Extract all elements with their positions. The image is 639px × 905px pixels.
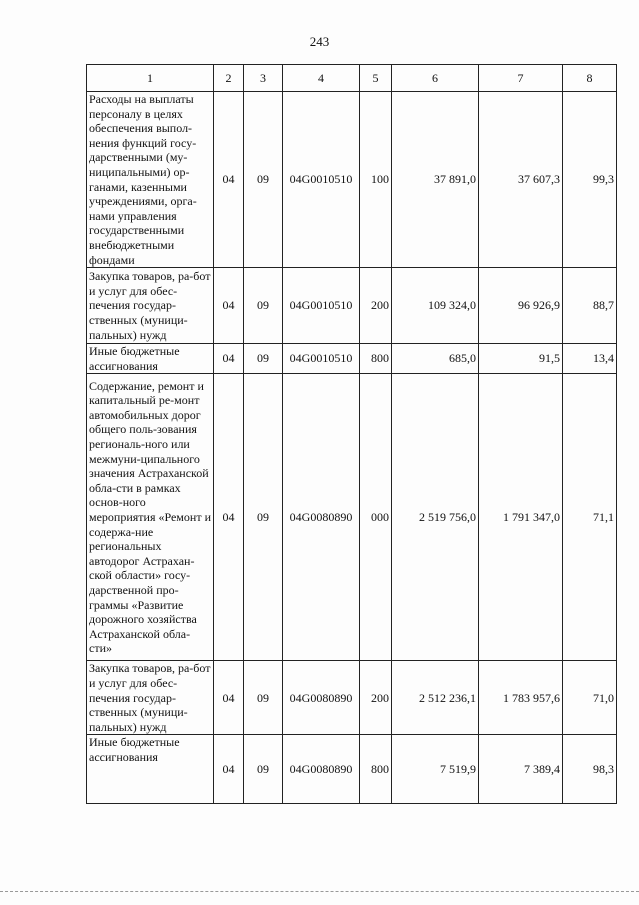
section-code: 04 xyxy=(214,735,244,804)
expense-type-code: 000 xyxy=(360,374,392,661)
header-row xyxy=(87,65,617,92)
page-number: 243 xyxy=(309,34,330,49)
executed-amount: 1 783 957,6 xyxy=(479,661,563,735)
executed-amount: 37 607,3 xyxy=(479,92,563,268)
row-name: Расходы на выплаты персоналу в целях обеспечения выпол-нения функций госу-дарственными (му-ниципальными) ор-ганами, казенными учреждениями, орга-нами управления государственными внебюджетными фондами xyxy=(87,92,214,268)
row-name: Иные бюджетные ассигнования xyxy=(87,344,214,374)
executed-amount: 7 389,4 xyxy=(479,735,563,804)
target-article-code: 04G0080890 xyxy=(283,374,360,661)
target-article-code: 04G0080890 xyxy=(283,661,360,735)
section-code: 04 xyxy=(214,661,244,735)
row-name: Закупка товаров, ра-бот и услуг для обес-печения государ-ственных (муници-пальных) нужд xyxy=(87,268,214,344)
subsection-code: 09 xyxy=(244,92,283,268)
section-code: 04 xyxy=(214,92,244,268)
target-article-code: 04G0010510 xyxy=(283,92,360,268)
table-row xyxy=(87,344,617,374)
expense-type-code: 800 xyxy=(360,344,392,374)
header-cell-6: 6 xyxy=(392,65,479,92)
execution-percent: 71,0 xyxy=(563,661,617,735)
executed-amount: 96 926,9 xyxy=(479,268,563,344)
section-code: 04 xyxy=(214,344,244,374)
target-article-code: 04G0010510 xyxy=(283,344,360,374)
expense-type-code: 800 xyxy=(360,735,392,804)
subsection-code: 09 xyxy=(244,735,283,804)
planned-amount: 2 512 236,1 xyxy=(392,661,479,735)
header-cell-8: 8 xyxy=(563,65,617,92)
subsection-code: 09 xyxy=(244,268,283,344)
planned-amount: 7 519,9 xyxy=(392,735,479,804)
row-name: Закупка товаров, ра-бот и услуг для обес-печения государ-ственных (муници-пальных) нужд xyxy=(87,661,214,735)
expense-type-code: 100 xyxy=(360,92,392,268)
header-cell-3: 3 xyxy=(244,65,283,92)
table-row xyxy=(87,268,617,344)
section-code: 04 xyxy=(214,374,244,661)
row-name: Содержание, ремонт и капитальный ре-монт автомобильных дорог общего поль-зования региональ-ного или межмуни-ципального значения Астраханской обла-сти в рамках основ-ного мероприятия «Ремонт и содержа-ние региональных автодорог Астрахан-ской области» госу-дарственной про-граммы «Развитие дорожного хозяйства Астраханской обла-сти» xyxy=(87,374,214,661)
header-cell-7: 7 xyxy=(479,65,563,92)
row-name: Иные бюджетные ассигнования xyxy=(87,735,214,804)
planned-amount: 2 519 756,0 xyxy=(392,374,479,661)
target-article-code: 04G0010510 xyxy=(283,268,360,344)
execution-percent: 88,7 xyxy=(563,268,617,344)
executed-amount: 1 791 347,0 xyxy=(479,374,563,661)
planned-amount: 685,0 xyxy=(392,344,479,374)
execution-percent: 13,4 xyxy=(563,344,617,374)
header-cell-2: 2 xyxy=(214,65,244,92)
table-row xyxy=(87,735,617,804)
execution-percent: 71,1 xyxy=(563,374,617,661)
table-row xyxy=(87,374,617,661)
expense-type-code: 200 xyxy=(360,268,392,344)
header-cell-1: 1 xyxy=(87,65,214,92)
execution-percent: 99,3 xyxy=(563,92,617,268)
budget-table xyxy=(86,64,617,804)
header-cell-5: 5 xyxy=(360,65,392,92)
expense-type-code: 200 xyxy=(360,661,392,735)
planned-amount: 109 324,0 xyxy=(392,268,479,344)
subsection-code: 09 xyxy=(244,344,283,374)
table-row xyxy=(87,92,617,268)
header-cell-4: 4 xyxy=(283,65,360,92)
planned-amount: 37 891,0 xyxy=(392,92,479,268)
section-code: 04 xyxy=(214,268,244,344)
scan-edge-divider xyxy=(0,891,639,892)
execution-percent: 98,3 xyxy=(563,735,617,804)
executed-amount: 91,5 xyxy=(479,344,563,374)
subsection-code: 09 xyxy=(244,374,283,661)
target-article-code: 04G0080890 xyxy=(283,735,360,804)
table-row xyxy=(87,661,617,735)
subsection-code: 09 xyxy=(244,661,283,735)
